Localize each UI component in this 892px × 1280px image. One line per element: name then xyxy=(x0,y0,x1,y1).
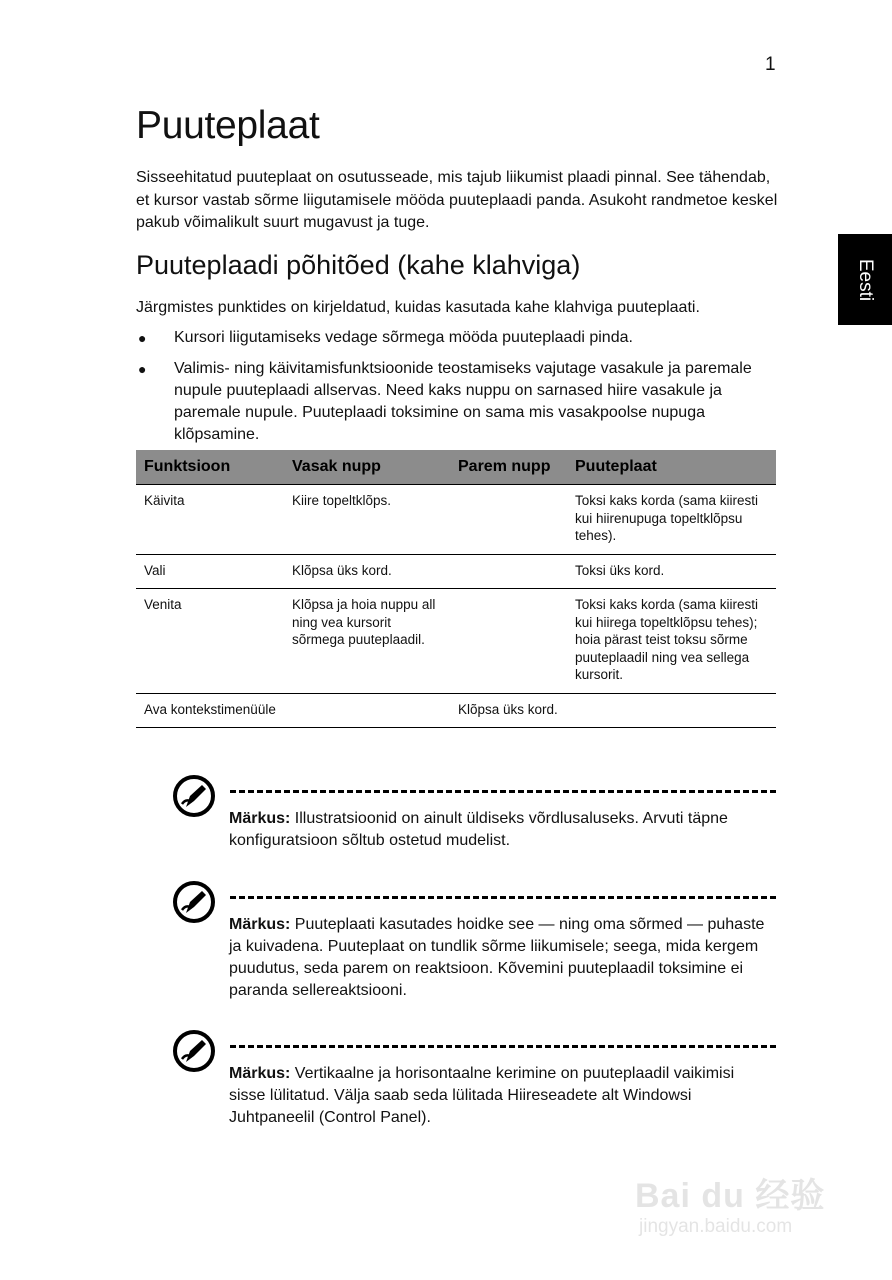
note-body: Vertikaalne ja horisontaalne kerimine on puuteplaadil vaikimisi sisse lülitatud. Välja saab seda lülitada Hiireseadete alt Windowsi Juhtpaneelil (Control Panel). xyxy=(229,1065,735,1126)
intro-paragraph: Sisseehitatud puuteplaat on osutusseade, mis tajub liikumist plaadi pinnal. See tähendab, et kursor vastab sõrme liigutamisele mööda puuteplaadi panda. Asukoht randmetoe keskel pakub võimalikult suurt mugavust ja tuge. xyxy=(136,169,778,231)
note-label: Märkus: xyxy=(229,1065,291,1082)
table-cell: Venita xyxy=(136,589,284,694)
table-cell: Klõpsa üks kord. xyxy=(284,554,450,589)
language-tab-label: Eesti xyxy=(855,258,876,301)
table-row xyxy=(136,693,776,728)
table-cell xyxy=(450,589,567,694)
dashed-divider xyxy=(230,1045,776,1048)
watermark-url: jingyan.baidu.com xyxy=(639,1216,793,1237)
note-body: Puuteplaati kasutades hoidke see — ning oma sõrmed — puhaste ja kuivadena. Puuteplaat on tundlik sõrme liikumisele; seega, mida kergem puudutus, seda parem on reaktsioon. Kõvemini puuteplaadil toksimine ei paranda sellereaktsiooni. xyxy=(229,916,765,999)
table-cell xyxy=(450,485,567,555)
bullet-icon: ● xyxy=(138,330,147,346)
bullet-icon: ● xyxy=(138,361,147,377)
table-cell: Toksi kaks korda (sama kiiresti kui hiirenupuga topeltklõpsu tehes). xyxy=(567,485,776,555)
function-table xyxy=(136,450,776,728)
table-cell xyxy=(567,693,776,728)
section-lead: Järgmistes punktides on kirjeldatud, kuidas kasutada kahe klahviga puuteplaati. xyxy=(136,299,700,316)
dashed-divider xyxy=(230,896,776,899)
table-row xyxy=(136,485,776,555)
page-title: Puuteplaat xyxy=(136,104,320,147)
note-label: Märkus: xyxy=(229,810,291,827)
baidu-watermark xyxy=(635,1150,845,1250)
section-heading: Puuteplaadi põhitõed (kahe klahviga) xyxy=(136,250,581,280)
page-number: 1 xyxy=(765,54,776,75)
column-header: Funktsioon xyxy=(136,450,284,485)
table-cell: Vali xyxy=(136,554,284,589)
list-item xyxy=(136,358,786,446)
note-label: Märkus: xyxy=(229,916,291,933)
table-row xyxy=(136,589,776,694)
note-text xyxy=(229,808,774,852)
table-cell: Käivita xyxy=(136,485,284,555)
note-text xyxy=(229,914,774,1002)
table-cell: Kiire topeltklõps. xyxy=(284,485,450,555)
table-row xyxy=(136,554,776,589)
table-cell: Klõpsa ja hoia nuppu all ning vea kursorit sõrmega puuteplaadil. xyxy=(284,589,450,694)
column-header: Parem nupp xyxy=(450,450,567,485)
note-pen-icon xyxy=(172,1029,216,1073)
column-header: Vasak nupp xyxy=(284,450,450,485)
table-cell xyxy=(284,693,450,728)
dashed-divider xyxy=(230,790,776,793)
table-cell: Klõpsa üks kord. xyxy=(450,693,567,728)
note-pen-icon xyxy=(172,774,216,818)
list-item-text: Kursori liigutamiseks vedage sõrmega mööda puuteplaadi pinda. xyxy=(174,329,633,346)
table-header-row xyxy=(136,450,776,485)
table-cell xyxy=(450,554,567,589)
table-cell: Toksi üks kord. xyxy=(567,554,776,589)
list-item-text: Valimis- ning käivitamisfunktsioonide teostamiseks vajutage vasakule ja paremale nupule puuteplaadi allservas. Need kaks nuppu on sarnased hiire vasakule ja paremale nupule. Puuteplaadi toksimine on sama mis vasakpoolse nupuga klõpsamine. xyxy=(174,360,752,443)
language-tab xyxy=(838,234,892,325)
list-item xyxy=(136,327,786,349)
watermark-logo: Bai du 经验 xyxy=(635,1177,826,1215)
note-body: Illustratsioonid on ainult üldiseks võrdlusaluseks. Arvuti täpne konfiguratsioon sõltub ostetud mudelist. xyxy=(229,810,728,849)
note-text xyxy=(229,1063,774,1129)
column-header: Puuteplaat xyxy=(567,450,776,485)
table-cell: Toksi kaks korda (sama kiiresti kui hiirega topeltklõpsu tehes); hoia pärast teist toksu sõrme puuteplaadil ning vea sellega kursorit. xyxy=(567,589,776,694)
note-pen-icon xyxy=(172,880,216,924)
table-cell: Ava kontekstimenüüle xyxy=(136,693,284,728)
bullet-list xyxy=(136,327,786,455)
